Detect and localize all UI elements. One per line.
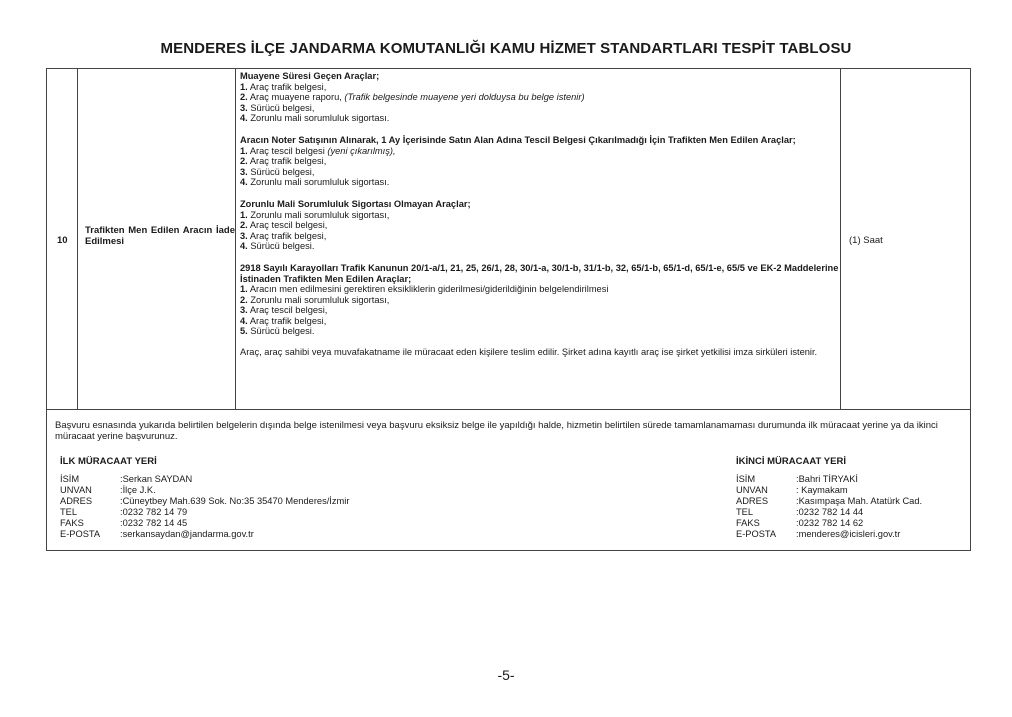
contact-row: E-POSTA :serkansaydan@jandarma.gov.tr [60,529,254,539]
document-item: 4. Zorunlu mali sorumluluk sigortası. [240,113,390,124]
contact-row: İSİM :Bahri TİRYAKİ [736,474,859,484]
contact-row: ADRES :Cüneytbey Mah.639 Sok. No:35 35470 Menderes/İzmir [60,496,350,506]
closing-note: Araç, araç sahibi veya muvafakatname ile müracaat eden kişilere teslim edilir. Şirket adına kayıtlı araç ise şirket yetkilisi imza sirküleri istenir. [240,347,818,358]
document-item: 3. Sürücü belgesi, [240,102,315,113]
page-number: -5- [497,667,515,683]
document-section [240,263,840,337]
document-item: 3. Araç tescil belgesi, [240,305,328,316]
row-divider [47,409,970,410]
row-number: 10 [57,235,68,246]
section-heading: Muayene Süresi Geçen Araçlar; [240,71,380,81]
document-item: 1. Aracın men edilmesini gerektiren eksikliklerin giderilmesi/giderildiğinin belgelendirilmesi [240,284,609,295]
column-divider [77,69,78,409]
column-divider [235,69,236,409]
document-item: 1. Araç trafik belgesi, [240,81,327,92]
section-heading: Aracın Noter Satışının Alınarak, 1 Ay İçerisinde Satın Alan Adına Tescil Belgesi Çıkarılmadığı İçin Trafikten Men Edilen Araçlar; [240,134,796,145]
first-office-contact [60,474,349,540]
second-office-contact [736,474,922,540]
document-item: 3. Araç trafik belgesi, [240,230,327,241]
completion-time: (1) Saat [849,235,883,246]
document-item: 1. Zorunlu mali sorumluluk sigortası, [240,209,390,220]
document-section [240,199,840,252]
contact-row: FAKS :0232 782 14 45 [60,518,188,528]
document-item: 2. Araç trafik belgesi, [240,156,327,167]
document-item: 5. Sürücü belgesi. [240,326,315,337]
document-item: 4. Zorunlu mali sorumluluk sigortası. [240,177,390,188]
document-item: 2. Araç muayene raporu, (Trafik belgesinde muayene yeri dolduysa bu belge istenir) [240,92,585,103]
standards-table [46,68,971,551]
service-name: Trafikten Men Edilen Aracın İade Edilmesi [85,225,235,247]
contact-row: E-POSTA :menderes@icisleri.gov.tr [736,529,901,539]
document-section [240,71,840,124]
document-item: 2. Araç tescil belgesi, [240,220,328,231]
section-heading: 2918 Sayılı Karayolları Trafik Kanunun 20/1-a/1, 21, 25, 26/1, 28, 30/1-a, 30/1-b, 31/1-b, 32, 65/1-b, 65/1-d, 65/1-e, 65/5 ve EK-2 Maddelerine İstinaden Trafikten Men Edilen Araçlar; [240,262,839,284]
document-item: 2. Zorunlu mali sorumluluk sigortası, [240,294,390,305]
contact-row: TEL :0232 782 14 79 [60,507,188,517]
contact-row: FAKS :0232 782 14 62 [736,518,864,528]
contact-row: TEL :0232 782 14 44 [736,507,864,517]
footer-text: Başvuru esnasında yukarıda belirtilen belgelerin dışında belge istenilmesi veya başvuru eksiksiz belge ile yapıldığı halde, hizmetin belirtilen sürede tamamlanamaması durumunda ilk müracaat yerine ya da ikinci müracaat yerine başvurunuz. [55,420,938,442]
document-item: 4. Sürücü belgesi. [240,241,315,252]
document-item: 1. Araç tescil belgesi (yeni çıkarılmış), [240,145,396,156]
required-documents [240,71,840,358]
contact-row: İSİM :Serkan SAYDAN [60,474,193,484]
section-heading: Zorunlu Mali Sorumluluk Sigortası Olmayan Araçlar; [240,198,471,209]
contact-row: UNVAN : Kaymakam [736,485,848,495]
contact-row: UNVAN :İlçe J.K. [60,485,156,495]
document-item: 3. Sürücü belgesi, [240,166,315,177]
contact-row: ADRES :Kasımpaşa Mah. Atatürk Cad. [736,496,923,506]
second-office-title: İKİNCİ MÜRACAAT YERİ [736,456,846,467]
document-section [240,135,840,188]
page-title: MENDERES İLÇE JANDARMA KOMUTANLIĞI KAMU HİZMET STANDARTLARI TESPİT TABLOSU [160,40,852,57]
document-item: 4. Araç trafik belgesi, [240,315,327,326]
first-office-title: İLK MÜRACAAT YERİ [60,456,157,467]
column-divider [840,69,841,409]
